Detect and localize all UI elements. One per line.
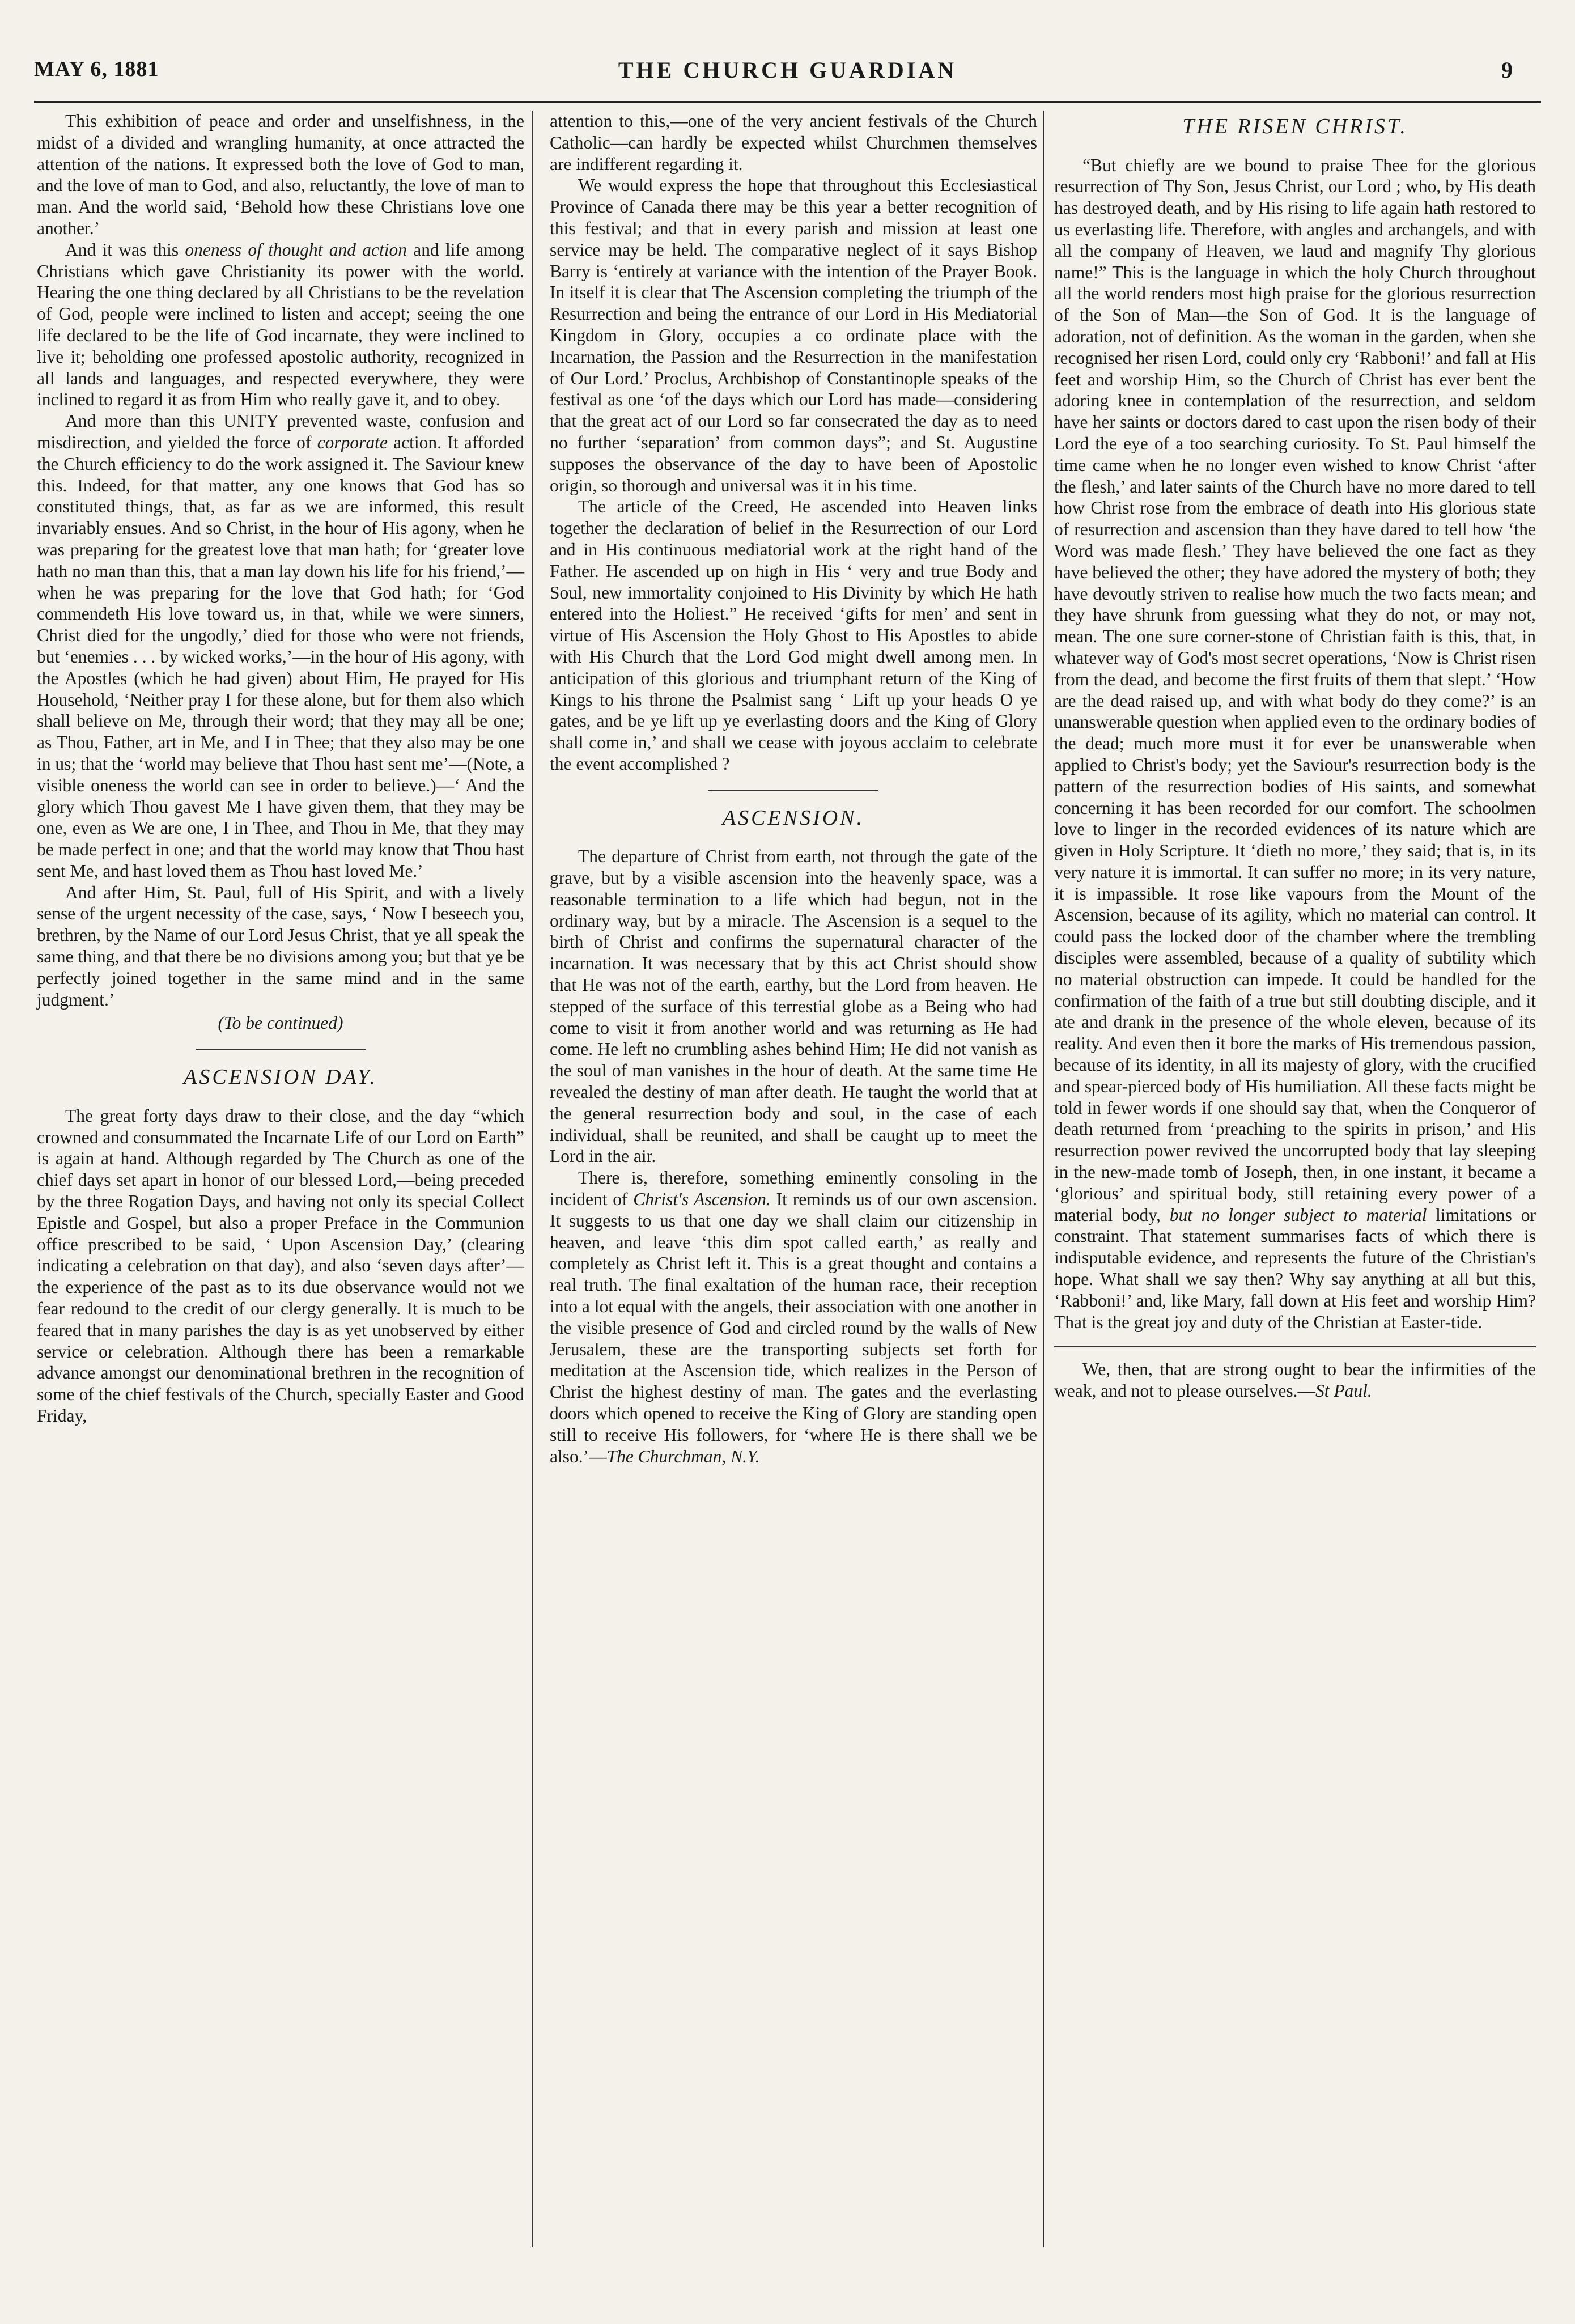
paragraph: The great forty days draw to their close, and the day “which crowned and consummated the Incarnate Life of our Lord on Earth” is again at hand. Although regarded by The Church as one of the chief days set apart in honor of our blessed Lord,—being preceded by the three Rogation Days, and having not only its special Collect Epistle and Gospel, but also a proper Preface in the Communion office prescribed to be said, ‘ Upon Ascension Day,’ (clearing indicating a celebration on that day), and also ‘seven days after’—the experience of the past as to its due observance would not we fear redound to the credit of our clergy generally. It is much to be feared that in many parishes the day is as yet unobserved by either service or celebration. Although there has been a remarkable advance amongst our denominational brethren in the recognition of some of the chief festivals of the Church, specially Easter and Good Friday, bbox=[37, 1105, 524, 1426]
paragraph: attention to this,—one of the very ancient festivals of the Church Catholic—can hardly be expected whilst Churchmen themselves are indifferent regarding it. bbox=[550, 111, 1037, 174]
paragraph: This exhibition of peace and order and unselfishness, in the midst of a divided and wrangling humanity, at once attracted the attention of the nations. It expressed both the love of God to man, and the love of man to God, and also, reluctantly, the love of man to man. And the world said, ‘Behold how these Christians love one another.’ bbox=[37, 111, 524, 238]
italic-text: oneness of thought and action bbox=[185, 239, 407, 260]
section-divider bbox=[1054, 1346, 1536, 1347]
article-heading: ASCENSION DAY. bbox=[184, 1065, 377, 1089]
paragraph: And after Him, St. Paul, full of His Spirit, and with a lively sense of the urgent necessity of the case, says, ‘ Now I beseech you, brethren, by the Name of our Lord Jesus Christ, that ye all speak the same thing, and that there be no divisions among you; but that ye be perfectly joined together in the same mind and in the same judgment.’ bbox=[37, 882, 524, 1010]
paragraph bbox=[37, 410, 524, 882]
text-run: “But chiefly are we bound to praise Thee for the glorious resurrection of Thy Son, Jesus Christ, our Lord ; who, by His death has destroyed death, and by His rising to life again hath restored to us everlasting life. Therefore, with angles and archangels, and with all the company of Heaven, we laud and magnify Thy glorious name!” This is the language in which the holy Church throughout all the world renders most high praise for the glorious resurrection of the Son of Man—the Son of God. It is the language of adoration, not of definition. As the woman in the garden, when she recognised her risen Lord, could only cry ‘Rabboni!’ and fall at His feet and worship Him, so the Church of Christ has ever bent the adoring knee in contemplation of the resurrection, and seldom have her saints or doctors dared to cast upon the risen body of their Lord the eye of a too searching curiosity. To St. Paul himself the time came when he no longer even wished to know Christ ‘after the flesh,’ and later saints of the Church have no more dared to tell how Christ rose from the embrace of death into His glorious state of resurrection and ascension than they have dared to tell how ‘the Word was made flesh.’ They have believed the one fact as they have believed the other; they have adored the mystery of both; they have devoutly striven to realise how much the two facts mean; and they have shrunk from guessing what they do not, or may not, mean. The one sure corner-stone of Christian faith is this, that, in whatever way of God's most secret operations, ‘Now is Christ risen from the dead, and become the first fruits of them that slept.’ ‘How are the dead raised up, and with what body do they come?’ is an unanswerable question when applied even to the ordinary bodies of the dead; much more must it for ever be unanswerable when applied to Christ's body; yet the Saviour's resurrection body is the pattern of the resurrection bodies of His saints, and somewhat concerning it has been recorded for our comfort. The schoolmen love to linger in the recorded evidences of its nature which are given in Holy Scripture. It ‘dieth no more,’ they said; that is, in its very nature it is immortal. It can suffer no more; in its very nature, it is impassible. It rose like vapours from the Mount of the Ascension, because of its agility, which no material can control. It could pass the locked door of the chamber where the trembling disciples were assembled, because of a quality of subtility which no material obstruction can impede. It could be handled for the confirmation of the faith of a true but still doubting disciple, and it ate and drank in the presence of the whole eleven, because of its reality. And even then it bore the marks of His tremendous passion, because of its identity, in all its majesty of glory, with the crucified and spear-pierced body of His humiliation. All these facts might be told in fewer words if one should say that, when the Conqueror of death returned from ‘preaching to the spirits in prison,’ and His resurrection power revived the uncorrupted body that lay sleeping in the new-made tomb of Joseph, then, in one instant, it became a ‘glorious’ and spiritual body, still retaining every power of a material body, bbox=[1054, 155, 1536, 1225]
column-1 bbox=[37, 111, 524, 1427]
text-run: and life among Christians which gave Christianity its power with the world. Hearing the one thing declared by all Christians to be the revelation of God, people were inclined to listen and accept; seeing the one life declared to be the life of God incarnate, they were inclined to live it; beholding one professed apostolic authority, recognized in all lands and languages, and respected everywhere, they were inclined to regard it as from Him who really gave it, and to obey. bbox=[37, 239, 524, 410]
italic-text: corporate bbox=[317, 432, 388, 452]
text-run: It reminds us of our own ascension. It suggests to us that one day we shall claim our citizenship in heaven, and leave ‘this dim spot called earth,’ as really and completely as Christ left it. This is a great thought and contains a real truth. The final exaltation of the human race, their reception into a lot equal with the angels, their association with one another in the visible presence of God and circled round by the walls of New Jerusalem, these are the transporting subjects set forth for meditation at the Ascension tide, which realizes in the Person of Christ the highest destiny of man. The gates and the everlasting doors which opened to receive the King of Glory are standing open still to receive His followers, for ‘where He is there shall we be also.’— bbox=[550, 1189, 1037, 1466]
italic-text: but no longer subject to material bbox=[1169, 1205, 1427, 1225]
source-citation: The Churchman, N.Y. bbox=[606, 1446, 760, 1466]
section-divider bbox=[196, 1049, 366, 1050]
paragraph: The departure of Christ from earth, not through the gate of the grave, but by a visible ascension into the heavenly space, was a reasonable termination to a life which had begun, not in the ordinary way, but by a miracle. The Ascension is a sequel to the birth of Christ and confirms the supernatural character of the incarnation. It was necessary that by this act Christ should show that He was not of the earth, earthy, but the Lord from heaven. He stepped of the surface of this terrestial globe as a Being who had come to visit it from another world and was returning as He had come. He left no crumbling ashes behind Him; He did not vanish as the soul of man vanishes in the hour of death. At the same time He revealed the destiny of man after death. He taught the world that at the general resurrection body and soul, in the case of each individual, shall be reunited, and shall be caught up to meet the Lord in the air. bbox=[550, 846, 1037, 1167]
newspaper-title: THE CHURCH GUARDIAN bbox=[618, 57, 957, 83]
text-run: And more than this UNITY prevented waste, confusion and misdirection, and yielded the force of bbox=[37, 411, 524, 452]
article-heading: ASCENSION. bbox=[722, 805, 865, 830]
paragraph bbox=[37, 239, 524, 410]
masthead bbox=[34, 57, 1541, 96]
source-citation: St Paul. bbox=[1315, 1381, 1372, 1401]
text-run: action. It afforded the Church efficiency to do the work assigned it. The Saviour knew this. Indeed, for that matter, any one knows that God has so constituted things, that, as far as we are informed, this result invariably ensues. And so Christ, in the hour of His agony, when he was preparing for the greatest love that man hath; for ‘greater love hath no man than this, that a man lay down his life for his friend,’—when he was preparing for the love that God hath; for ‘God commendeth His love toward us, in that, while we were sinners, Christ died for the ungodly,’ died for those who were not friends, but ‘enemies . . . by wicked works,’—in the hour of His agony, with the Apostles (which he had given) about Him, He prayed for His Household, ‘Neither pray I for these alone, but for them also which shall believe on Me, through their word; that they may all be one; as Thou, Father, art in Me, and I in Thee; that they also may be one in us; that the ‘world may believe that Thou hast sent me’—(Note, a visible oneness the world can see in order to believe.)—‘ And the glory which Thou gavest Me I have given them, that they may be one, even as We are one, I in Thee, and Thou in Me, that they may be made perfect in one; and that the world may know that Thou hast sent Me, and hast loved them as Thou hast loved Me.’ bbox=[37, 432, 524, 881]
text-run: And it was this bbox=[65, 239, 185, 260]
masthead-rule bbox=[34, 101, 1541, 103]
paragraph: We would express the hope that throughout this Ecclesiastical Province of Canada there may be this year a better recognition of this festival; and that in every parish and mission at least one service may be held. The comparative neglect of it says Bishop Barry is ‘entirely at variance with the intention of the Prayer Book. In itself it is clear that The Ascension completing the triumph of the Resurrection and being the entrance of our Lord in His Mediatorial Kingdom in Glory, occupies a co ordinate place with the Incarnation, the Passion and the Resurrection in the manifestation of Our Lord.’ Proclus, Archbishop of Constantinople speaks of the festival as one ‘of the days which our Lord has made—considering that the great act of our Lord so far consecrated the day as to need no further ‘separation’ from common days”; and St. Augustine supposes the observance of the day to have been of Apostolic origin, so thorough and universal was it in his time. bbox=[550, 175, 1037, 495]
text-run: There is, therefore, something eminently consoling in the incident of bbox=[550, 1168, 1037, 1210]
section-divider bbox=[708, 790, 878, 791]
column-2 bbox=[550, 111, 1037, 1467]
italic-text: Christ's Ascension. bbox=[633, 1189, 771, 1210]
to-be-continued: (To be continued) bbox=[218, 1013, 343, 1033]
paragraph bbox=[550, 1167, 1037, 1467]
paragraph bbox=[1054, 155, 1536, 1333]
text-run: We, then, that are strong ought to bear the infirmities of the weak, and not to please ourselves.— bbox=[1054, 1359, 1536, 1401]
article-heading: THE RISEN CHRIST. bbox=[1182, 114, 1408, 138]
paragraph: The article of the Creed, He ascended into Heaven links together the declaration of belief in the Resurrection of our Lord and in His continuous mediatorial work at the right hand of the Father. He ascended up on high in His ‘ very and true Body and Soul, new immortality conjoined to His Divinity by which He hath entered into the Holiest.” He received ‘gifts for men’ and sent in virtue of His Ascension the Holy Ghost to His Apostles to abide with His Church that the Lord God might dwell among men. In anticipation of this glorious and triumphant return of the King of Kings to his throne the Psalmist sang ‘ Lift up your heads O ye gates, and be ye lift up ye everlasting doors and the King of Glory shall come in,’ and shall we cease with joyous acclaim to celebrate the event accomplished ? bbox=[550, 497, 1037, 774]
paragraph bbox=[1054, 1359, 1536, 1402]
page-number: 9 bbox=[1501, 57, 1513, 83]
column-rule bbox=[532, 111, 533, 2247]
column-rule bbox=[1043, 111, 1044, 2247]
column-3 bbox=[1054, 111, 1536, 1402]
issue-date: MAY 6, 1881 bbox=[34, 57, 159, 81]
text-run: limitations or constraint. That statement summarises facts of which there is indisputable evidence, and represents the future of the Christian's hope. What shall we say then? Why say anything at all but this, ‘Rabboni!’ and, like Mary, fall down at His feet and worship Him? That is the great joy and duty of the Christian at Easter-tide. bbox=[1054, 1205, 1536, 1332]
